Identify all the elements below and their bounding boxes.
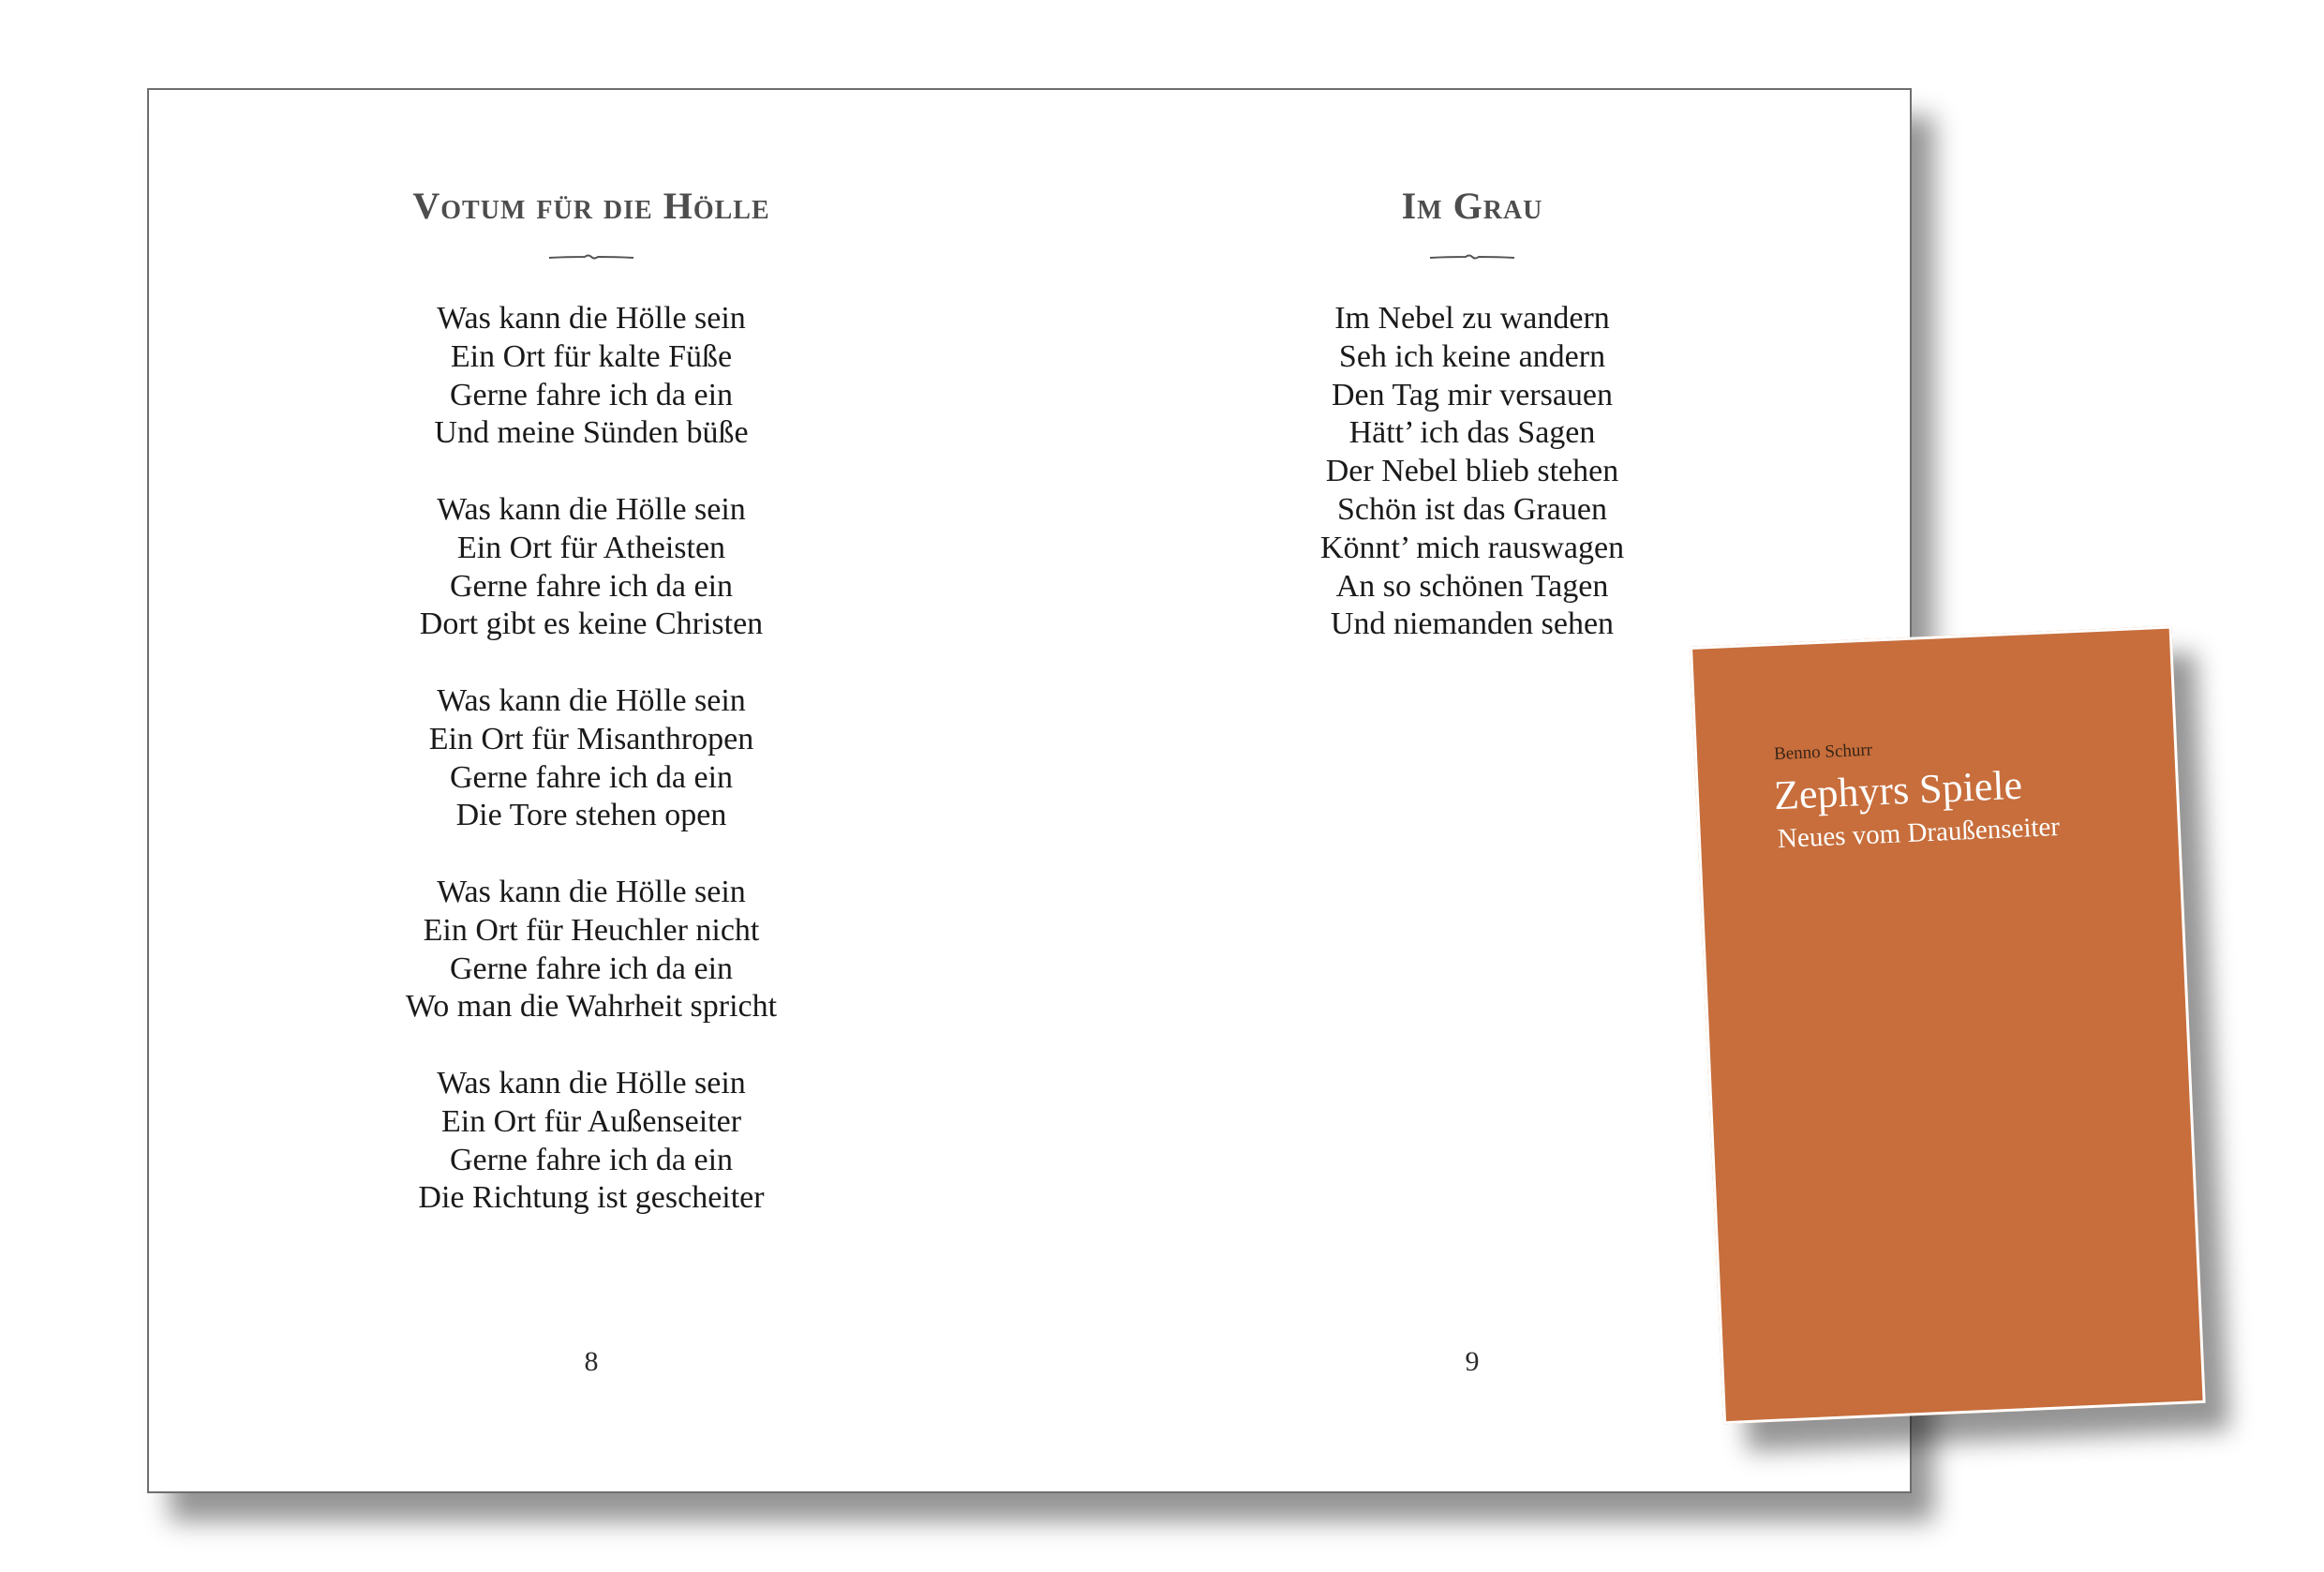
page-number: 9	[1465, 1346, 1480, 1377]
poem-line: Was kann die Hölle sein	[437, 874, 746, 909]
poem-line: Die Richtung ist gescheiter	[418, 1180, 765, 1216]
poem-line: Wo man die Wahrheit spricht	[405, 989, 778, 1025]
poem-line: Schön ist das Grauen	[1336, 491, 1607, 527]
page-number: 8	[584, 1346, 599, 1377]
poem-line: Könnt’ mich rauswagen	[1319, 530, 1625, 565]
title-ornament	[1428, 251, 1516, 262]
book-cover	[1690, 626, 2206, 1425]
poem-body	[1177, 300, 1767, 682]
poem-title: Votum für die Hölle	[412, 185, 770, 227]
stanza	[296, 491, 886, 644]
stanza	[1177, 300, 1767, 644]
poem-line: Gerne fahre ich da ein	[449, 568, 734, 604]
poem-line: Hätt’ ich das Sagen	[1348, 415, 1596, 451]
poem-line: Was kann die Hölle sein	[437, 491, 746, 527]
poem-line: Ein Ort für Heuchler nicht	[423, 912, 760, 948]
stanza	[296, 300, 886, 453]
cover-title: Zephyrs Spiele	[1772, 761, 2023, 819]
stanza	[296, 1065, 886, 1218]
poem-line: Gerne fahre ich da ein	[449, 1142, 734, 1177]
poem-line: Und niemanden sehen	[1330, 606, 1615, 642]
poem-line: Ein Ort für Misanthropen	[428, 721, 754, 756]
poem-line: Ein Ort für Atheisten	[456, 530, 726, 565]
poem-line: Und meine Sünden büße	[434, 415, 749, 451]
poem-line: Ein Ort für Außenseiter	[440, 1103, 742, 1139]
poem-line: Den Tag mir versauen	[1331, 377, 1614, 412]
poem-line: Der Nebel blieb stehen	[1325, 454, 1619, 489]
stanza	[296, 682, 886, 835]
book-spread	[147, 88, 1912, 1493]
poem-line: Gerne fahre ich da ein	[449, 377, 734, 412]
poem-line: Die Tore stehen open	[455, 798, 727, 833]
poem-line: Im Nebel zu wandern	[1334, 301, 1610, 336]
poem-line: Was kann die Hölle sein	[437, 682, 746, 718]
poem-line: Was kann die Hölle sein	[437, 301, 746, 336]
poem-body	[296, 300, 886, 1256]
left-page	[149, 90, 1032, 1491]
poem-title: Im Grau	[1401, 185, 1543, 227]
poem-line: Was kann die Hölle sein	[437, 1065, 746, 1100]
poem-line: Ein Ort für kalte Füße	[450, 338, 733, 374]
poem-line: Gerne fahre ich da ein	[449, 759, 734, 795]
stanza	[296, 874, 886, 1026]
cover-subtitle: Neues vom Draußenseiter	[1777, 811, 2061, 855]
poem-line: Seh ich keine andern	[1338, 338, 1606, 374]
title-ornament	[547, 251, 635, 262]
poem-line: Gerne fahre ich da ein	[449, 951, 734, 986]
cover-author: Benno Schurr	[1773, 740, 1873, 765]
poem-line: Dort gibt es keine Christen	[419, 606, 764, 642]
poem-line: An so schönen Tagen	[1335, 568, 1609, 604]
